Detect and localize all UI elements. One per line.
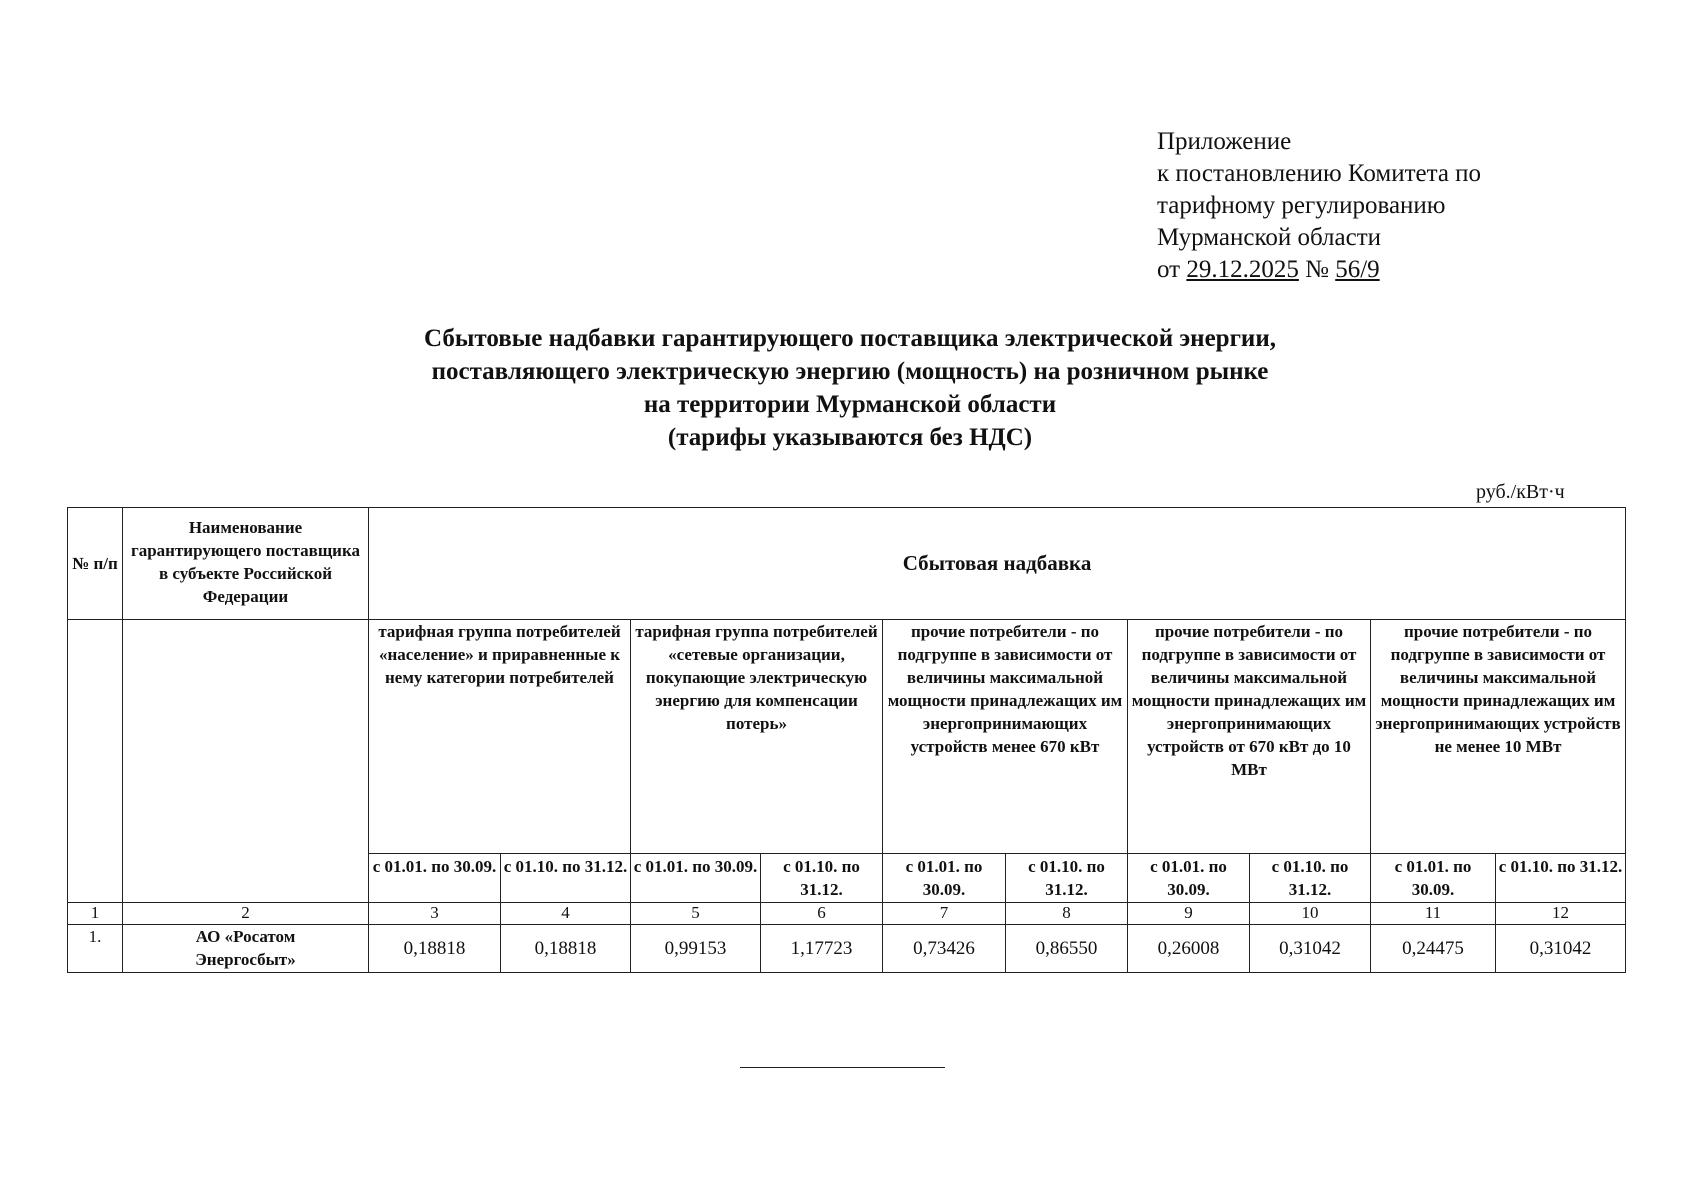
group-supplier-blank (123, 620, 369, 903)
group-row (68, 620, 1626, 854)
column-number: 11 (1371, 903, 1496, 925)
column-number: 6 (761, 903, 883, 925)
title-line-1: Сбытовые надбавки гарантирующего поставщика электрической энергии, (424, 325, 1276, 352)
appendix-date: 29.12.2025 (1186, 256, 1299, 283)
appendix-line-4: Мурманской области (1157, 224, 1382, 251)
column-number: 4 (501, 903, 631, 925)
units-label: руб./кВт·ч (1476, 481, 1565, 503)
column-number: 8 (1006, 903, 1128, 925)
period-cell: с 01.01. по 30.09. (631, 854, 761, 903)
value-cell: 1,17723 (761, 925, 883, 973)
value-cell: 0,18818 (369, 925, 501, 973)
group-other-under-670kw: прочие потребители - по подгруппе в зависимости от величины максимальной мощности принадлежащих им энергопринимающих устройств менее 670 кВт (883, 620, 1128, 854)
title-line-4: (тарифы указываются без НДС) (667, 424, 1033, 451)
period-cell: с 01.10. по 31.12. (1006, 854, 1128, 903)
period-cell: с 01.01. по 30.09. (1371, 854, 1496, 903)
footer-divider (740, 1067, 945, 1068)
group-other-670kw-10mw: прочие потребители - по подгруппе в зависимости от величины максимальной мощности принадлежащих им энергопринимающих устройств от 670 кВт до 10 МВт (1128, 620, 1371, 854)
group-num-blank (68, 620, 123, 903)
period-cell: с 01.01. по 30.09. (369, 854, 501, 903)
document-title (260, 322, 1440, 454)
appendix-date-line (1157, 254, 1481, 286)
row-supplier: АО «Росатом Энергосбыт» (123, 925, 369, 973)
group-network-orgs: тарифная группа потребителей «сетевые организации, покупающие электрическую энергию для компенсации потерь» (631, 620, 883, 854)
appendix-number: 56/9 (1335, 256, 1380, 283)
value-cell: 0,31042 (1496, 925, 1626, 973)
appendix-line-1: Приложение (1157, 128, 1292, 155)
column-number: 2 (123, 903, 369, 925)
column-number: 9 (1128, 903, 1250, 925)
column-number-row (68, 903, 1626, 925)
header-supplier: Наименование гарантирующего поставщика в субъекте Российской Федерации (123, 508, 369, 620)
value-cell: 0,99153 (631, 925, 761, 973)
group-population: тарифная группа потребителей «население» и приравненные к нему категории потребителей (369, 620, 631, 854)
appendix-number-prefix: № (1305, 256, 1329, 283)
value-cell: 0,73426 (883, 925, 1006, 973)
title-line-2: поставляющего электрическую энергию (мощность) на розничном рынке (431, 358, 1269, 385)
column-number: 5 (631, 903, 761, 925)
column-number: 3 (369, 903, 501, 925)
column-number: 10 (1250, 903, 1371, 925)
group-other-over-10mw: прочие потребители - по подгруппе в зависимости от величины максимальной мощности принадлежащих им энергопринимающих устройств не менее 10 МВт (1371, 620, 1626, 854)
column-number: 7 (883, 903, 1006, 925)
row-num: 1. (68, 925, 123, 973)
appendix-line-3: тарифному регулированию (1157, 192, 1446, 219)
appendix-line-2: к постановлению Комитета по (1157, 160, 1482, 187)
title-line-3: на территории Мурманской области (643, 391, 1057, 418)
period-cell: с 01.01. по 30.09. (883, 854, 1006, 903)
appendix-block (1157, 126, 1481, 286)
value-cell: 0,86550 (1006, 925, 1128, 973)
table-row (68, 925, 1626, 973)
value-cell: 0,31042 (1250, 925, 1371, 973)
header-row (68, 508, 1626, 620)
header-markup: Сбытовая надбавка (369, 508, 1626, 620)
tariff-table (67, 507, 1626, 973)
column-number: 1 (68, 903, 123, 925)
column-number: 12 (1496, 903, 1626, 925)
appendix-date-prefix: от (1157, 256, 1181, 283)
value-cell: 0,18818 (501, 925, 631, 973)
period-cell: с 01.10. по 31.12. (1250, 854, 1371, 903)
period-cell: с 01.10. по 31.12. (761, 854, 883, 903)
period-cell: с 01.10. по 31.12. (1496, 854, 1626, 903)
header-num: № п/п (68, 508, 123, 620)
period-cell: с 01.10. по 31.12. (501, 854, 631, 903)
period-cell: с 01.01. по 30.09. (1128, 854, 1250, 903)
value-cell: 0,24475 (1371, 925, 1496, 973)
value-cell: 0,26008 (1128, 925, 1250, 973)
